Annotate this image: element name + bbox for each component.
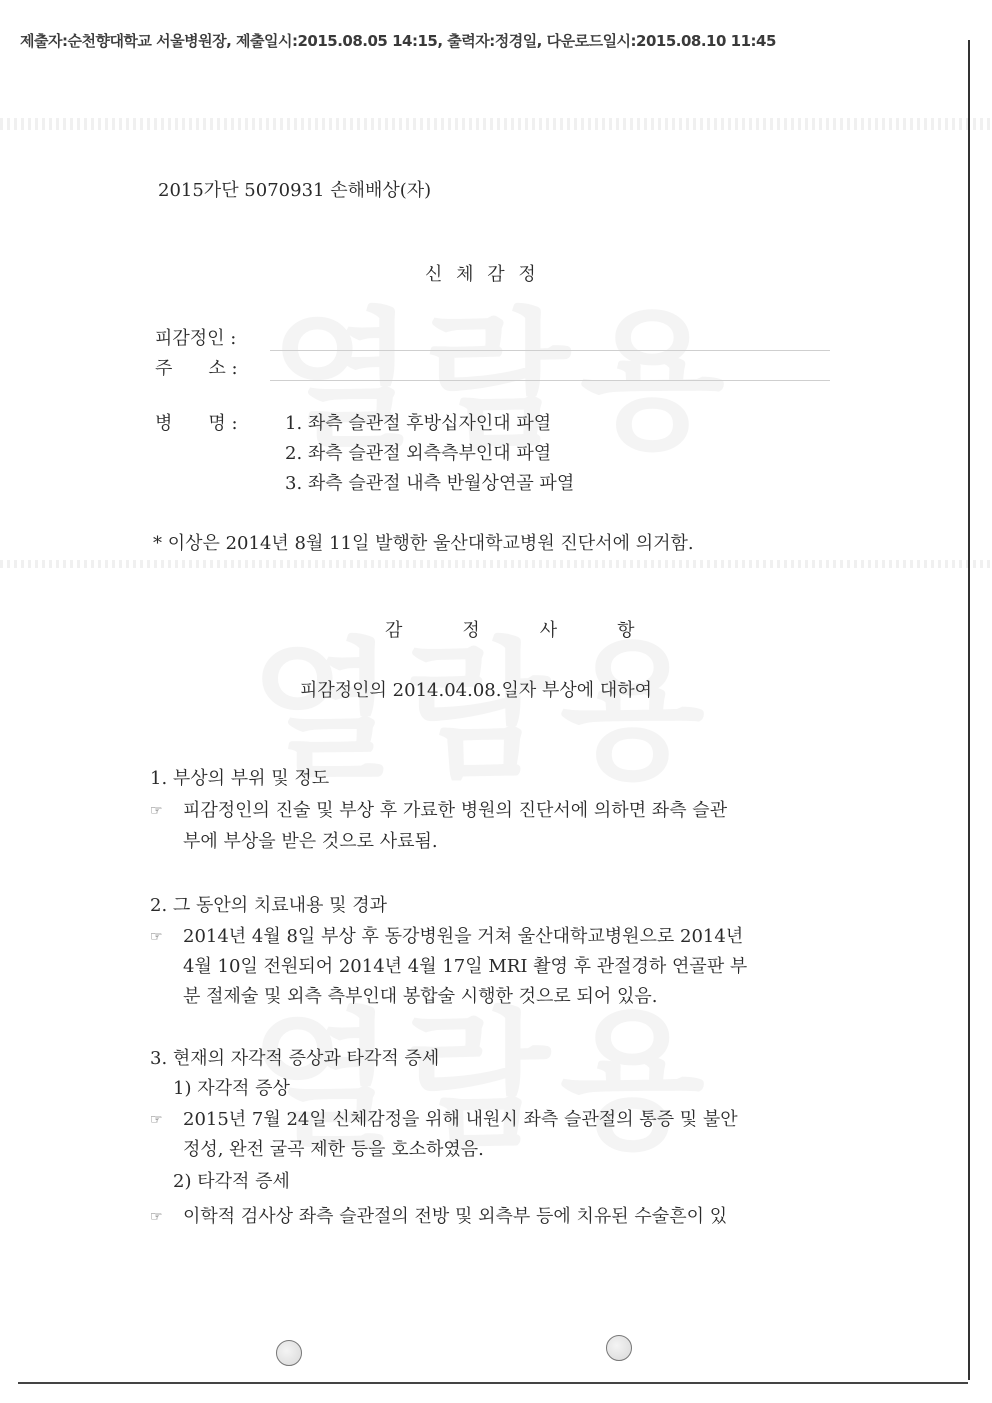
- item3-sub1-line: 정성, 완전 굴곡 제한 등을 호소하였음.: [183, 1139, 484, 1160]
- page-bottom-border: [18, 1382, 968, 1384]
- item3-subheading: 1) 자각적 증상: [173, 1078, 290, 1099]
- diagnosis-note: * 이상은 2014년 8월 11일 발행한 울산대학교병원 진단서에 의거함.: [153, 533, 694, 554]
- item3-sub2-line: 이학적 검사상 좌측 슬관절의 전방 및 외측부 등에 치유된 수술흔이 있: [183, 1206, 728, 1227]
- section-subtitle: 피감정인의 2014.04.08.일자 부상에 대하여: [300, 680, 652, 701]
- diagnosis-item: 2. 좌측 슬관절 외측측부인대 파열: [285, 443, 552, 464]
- section-title: 감정사항: [385, 620, 695, 641]
- diagnosis-item: 1. 좌측 슬관절 후방십자인대 파열: [285, 413, 552, 434]
- item1-heading: 1. 부상의 부위 및 정도: [150, 768, 330, 789]
- pointer-icon: ☞: [150, 1112, 163, 1128]
- redacted-address-line: [270, 380, 830, 381]
- address-label: 주 소 :: [155, 358, 238, 379]
- diagnosis-item: 3. 좌측 슬관절 내측 반월상연골 파열: [285, 473, 575, 494]
- redacted-subject-line: [270, 350, 830, 351]
- page-right-border: [968, 40, 970, 1380]
- scan-artifact-band: [0, 118, 992, 130]
- item3-subheading: 2) 타각적 증세: [173, 1171, 290, 1192]
- subject-label: 피감정인 :: [155, 328, 237, 349]
- item1-line: 부에 부상을 받은 것으로 사료됨.: [183, 831, 438, 852]
- item2-line: 2014년 4월 8일 부상 후 동강병원을 거쳐 울산대학교병원으로 2014년: [183, 926, 744, 947]
- document-title: 신 체 감 정: [425, 264, 540, 285]
- pointer-icon: ☞: [150, 1209, 163, 1225]
- item3-heading: 3. 현재의 자각적 증상과 타각적 증세: [150, 1048, 440, 1069]
- item2-heading: 2. 그 동안의 치료내용 및 경과: [150, 895, 388, 916]
- scan-artifact-band: [0, 560, 992, 568]
- item2-line: 분 절제술 및 외측 측부인대 봉합술 시행한 것으로 되어 있음.: [183, 986, 658, 1007]
- item1-line: 피감정인의 진술 및 부상 후 가료한 병원의 진단서에 의하면 좌측 슬관: [183, 800, 728, 821]
- punch-hole: [276, 1340, 302, 1366]
- case-number: 2015가단 5070931 손해배상(자): [158, 180, 432, 201]
- punch-hole: [606, 1335, 632, 1361]
- diagnosis-label: 병 명 :: [155, 413, 238, 434]
- pointer-icon: ☞: [150, 929, 163, 945]
- item2-line: 4월 10일 전원되어 2014년 4월 17일 MRI 촬영 후 관절경하 연골판 부: [183, 956, 748, 977]
- item3-sub1-line: 2015년 7월 24일 신체감정을 위해 내원시 좌측 슬관절의 통증 및 불안: [183, 1109, 738, 1130]
- pointer-icon: ☞: [150, 803, 163, 819]
- download-info-header: 제출자:순천향대학교 서울병원장, 제출일시:2015.08.05 14:15, 출력자:정경일, 다운로드일시:2015.08.10 11:45: [20, 32, 776, 50]
